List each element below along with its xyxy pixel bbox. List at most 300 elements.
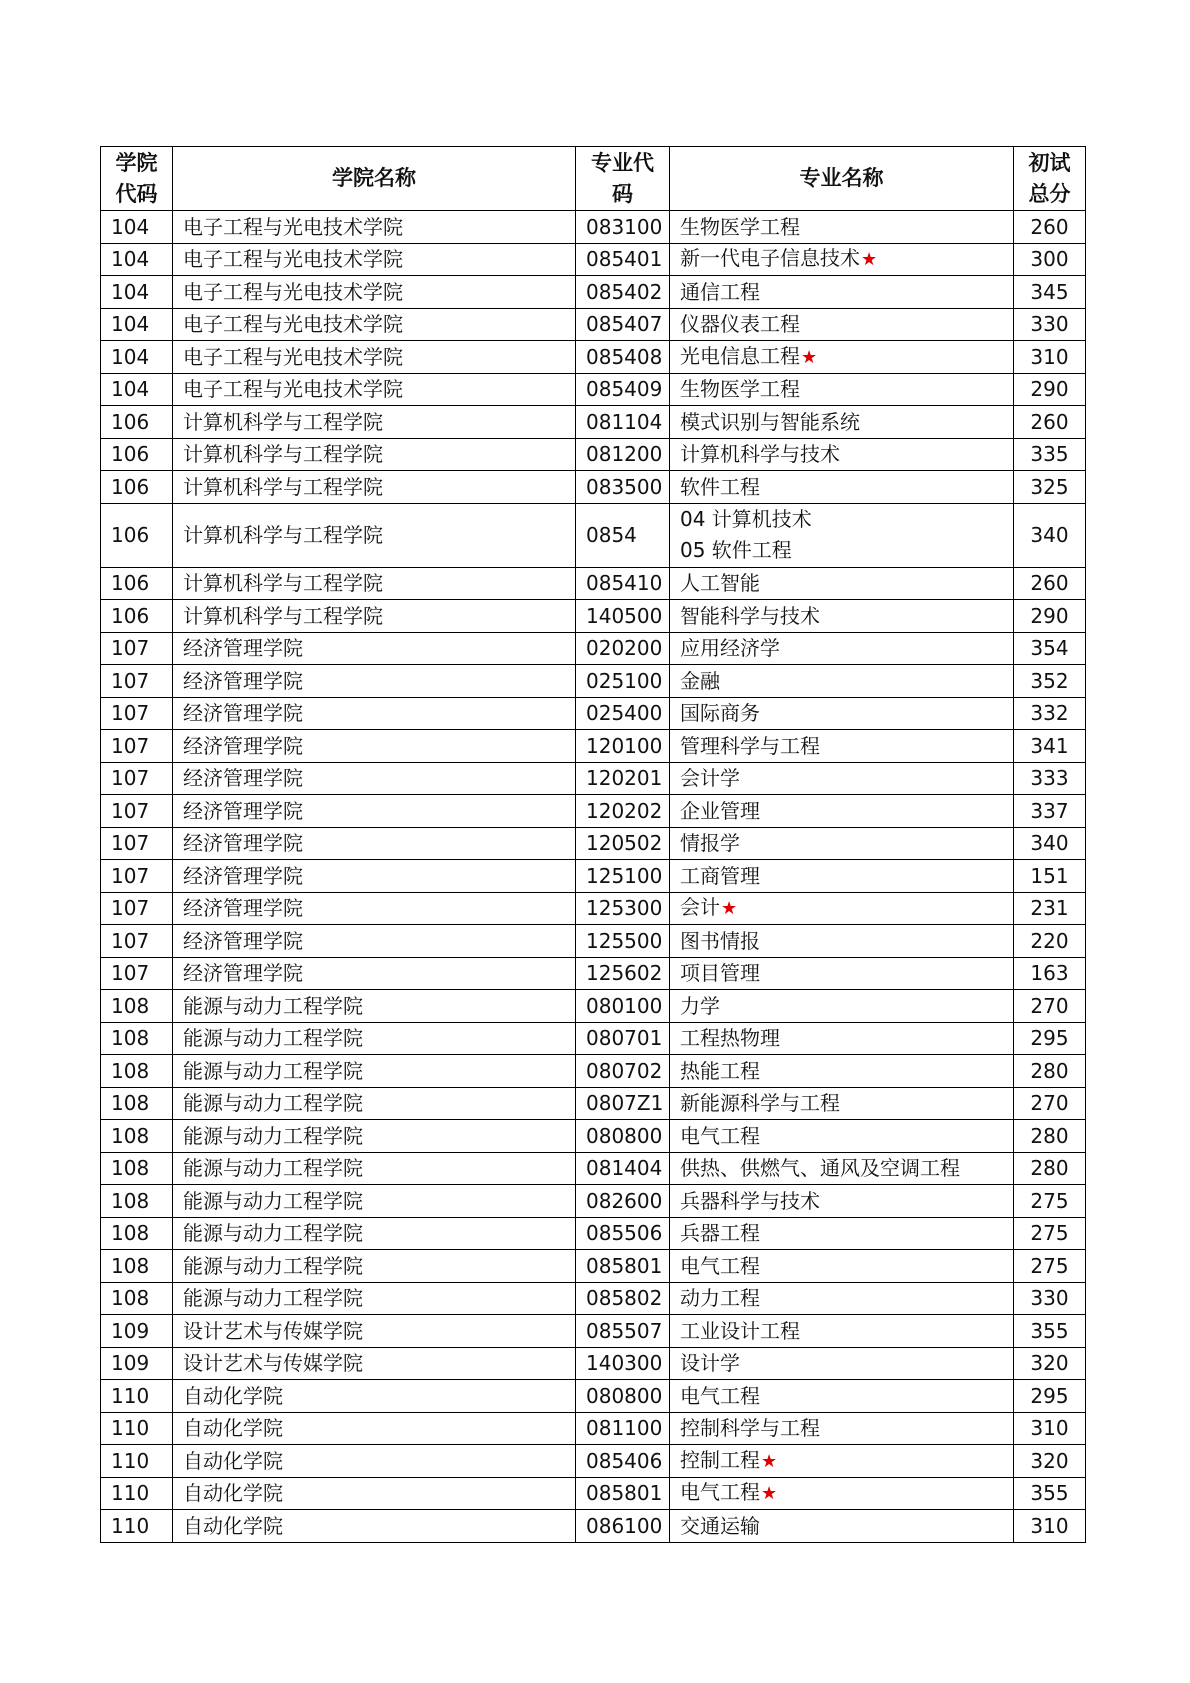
table-row bbox=[101, 1445, 1086, 1478]
major-name-cell bbox=[670, 243, 1014, 276]
college-name-cell: 能源与动力工程学院 bbox=[173, 1152, 576, 1185]
header-major-code-line1: 专业代 bbox=[591, 150, 654, 175]
table-row bbox=[101, 341, 1086, 374]
major-code-cell: 085401 bbox=[576, 243, 670, 276]
score-cell: 295 bbox=[1014, 1022, 1086, 1055]
table-row bbox=[101, 1510, 1086, 1543]
college-code-cell: 108 bbox=[101, 1055, 173, 1088]
college-name-cell: 能源与动力工程学院 bbox=[173, 1185, 576, 1218]
college-name-cell: 经济管理学院 bbox=[173, 795, 576, 828]
header-college-code bbox=[101, 147, 173, 211]
college-code-cell: 104 bbox=[101, 308, 173, 341]
major-name-text: 新能源科学与工程 bbox=[680, 1091, 840, 1116]
score-cell: 345 bbox=[1014, 276, 1086, 309]
major-code-cell: 0807Z1 bbox=[576, 1087, 670, 1120]
table-row bbox=[101, 1412, 1086, 1445]
table-row bbox=[101, 567, 1086, 600]
score-cell: 270 bbox=[1014, 990, 1086, 1023]
major-name-cell bbox=[670, 892, 1014, 925]
major-name-cell bbox=[670, 373, 1014, 406]
major-name-text: 动力工程 bbox=[680, 1286, 760, 1311]
major-code-cell: 085408 bbox=[576, 341, 670, 374]
college-code-cell: 110 bbox=[101, 1412, 173, 1445]
score-cell: 270 bbox=[1014, 1087, 1086, 1120]
major-name-cell bbox=[670, 1087, 1014, 1120]
college-code-cell: 110 bbox=[101, 1477, 173, 1510]
score-cell: 280 bbox=[1014, 1152, 1086, 1185]
major-name-cell bbox=[670, 471, 1014, 504]
star-icon: ★ bbox=[861, 249, 878, 271]
college-name-cell: 经济管理学院 bbox=[173, 957, 576, 990]
major-name-cell bbox=[670, 1477, 1014, 1510]
header-score-line2: 总分 bbox=[1028, 181, 1071, 206]
college-code-cell: 107 bbox=[101, 860, 173, 893]
college-code-cell: 110 bbox=[101, 1510, 173, 1543]
college-code-cell: 104 bbox=[101, 373, 173, 406]
major-name-text: 金融 bbox=[680, 668, 720, 693]
major-name-text: 模式识别与智能系统 bbox=[680, 409, 860, 434]
table-row bbox=[101, 827, 1086, 860]
major-name-cell bbox=[670, 957, 1014, 990]
major-name-text: 电气工程 bbox=[680, 1383, 760, 1408]
table-body bbox=[101, 211, 1086, 1543]
major-code-cell: 081200 bbox=[576, 438, 670, 471]
major-name-text: 电气工程 bbox=[680, 1253, 760, 1278]
major-code-cell: 120202 bbox=[576, 795, 670, 828]
major-code-cell: 120201 bbox=[576, 762, 670, 795]
major-code-cell: 083500 bbox=[576, 471, 670, 504]
college-code-cell: 106 bbox=[101, 406, 173, 439]
college-code-cell: 108 bbox=[101, 1120, 173, 1153]
college-code-cell: 108 bbox=[101, 1152, 173, 1185]
table-row bbox=[101, 957, 1086, 990]
major-code-cell: 080702 bbox=[576, 1055, 670, 1088]
college-code-cell: 107 bbox=[101, 665, 173, 698]
college-name-cell: 设计艺术与传媒学院 bbox=[173, 1315, 576, 1348]
major-name-cell bbox=[670, 697, 1014, 730]
table-header-row bbox=[101, 147, 1086, 211]
major-name-text: 人工智能 bbox=[680, 571, 760, 596]
score-cell: 332 bbox=[1014, 697, 1086, 730]
score-cell: 354 bbox=[1014, 632, 1086, 665]
major-name-cell bbox=[670, 860, 1014, 893]
score-cell: 275 bbox=[1014, 1250, 1086, 1283]
table-row bbox=[101, 211, 1086, 244]
table-row bbox=[101, 925, 1086, 958]
score-cell: 320 bbox=[1014, 1445, 1086, 1478]
table-row bbox=[101, 1347, 1086, 1380]
major-name-text: 计算机科学与技术 bbox=[680, 442, 840, 467]
college-name-cell: 电子工程与光电技术学院 bbox=[173, 243, 576, 276]
major-name-text: 工业设计工程 bbox=[680, 1318, 800, 1343]
star-icon: ★ bbox=[761, 1483, 778, 1505]
table-row bbox=[101, 1477, 1086, 1510]
major-code-cell: 140500 bbox=[576, 600, 670, 633]
college-code-cell: 107 bbox=[101, 762, 173, 795]
table-row bbox=[101, 1315, 1086, 1348]
college-name-cell: 能源与动力工程学院 bbox=[173, 1282, 576, 1315]
header-score bbox=[1014, 147, 1086, 211]
table-row bbox=[101, 795, 1086, 828]
score-cell: 341 bbox=[1014, 730, 1086, 763]
college-code-cell: 106 bbox=[101, 600, 173, 633]
college-name-cell: 电子工程与光电技术学院 bbox=[173, 341, 576, 374]
college-code-cell: 107 bbox=[101, 892, 173, 925]
score-cell: 310 bbox=[1014, 1510, 1086, 1543]
major-code-cell: 085506 bbox=[576, 1217, 670, 1250]
major-name-cell bbox=[670, 1152, 1014, 1185]
score-cell: 330 bbox=[1014, 1282, 1086, 1315]
header-major-name: 专业名称 bbox=[670, 147, 1014, 211]
major-code-cell: 125300 bbox=[576, 892, 670, 925]
major-name-text: 交通运输 bbox=[680, 1513, 760, 1538]
major-code-cell: 025400 bbox=[576, 697, 670, 730]
major-name-text: 应用经济学 bbox=[680, 636, 780, 661]
college-name-cell: 电子工程与光电技术学院 bbox=[173, 276, 576, 309]
major-name-text: 新一代电子信息技术 bbox=[680, 246, 860, 271]
table-row bbox=[101, 1022, 1086, 1055]
major-code-cell: 020200 bbox=[576, 632, 670, 665]
college-code-cell: 108 bbox=[101, 1087, 173, 1120]
major-name-cell bbox=[670, 567, 1014, 600]
college-code-cell: 107 bbox=[101, 957, 173, 990]
table-row bbox=[101, 1282, 1086, 1315]
major-code-cell: 085409 bbox=[576, 373, 670, 406]
score-cell: 290 bbox=[1014, 373, 1086, 406]
score-cell: 325 bbox=[1014, 471, 1086, 504]
college-name-cell: 经济管理学院 bbox=[173, 925, 576, 958]
major-name-cell bbox=[670, 795, 1014, 828]
college-name-cell: 计算机科学与工程学院 bbox=[173, 567, 576, 600]
major-name-text: 电气工程 bbox=[680, 1480, 760, 1505]
major-name-cell bbox=[670, 1347, 1014, 1380]
table-row bbox=[101, 990, 1086, 1023]
major-name-text: 管理科学与工程 bbox=[680, 733, 820, 758]
major-name-line: 05 软件工程 bbox=[680, 538, 792, 562]
major-name-text: 生物医学工程 bbox=[680, 377, 800, 402]
college-code-cell: 110 bbox=[101, 1380, 173, 1413]
admission-score-table bbox=[100, 146, 1086, 1543]
table-row bbox=[101, 471, 1086, 504]
major-name-cell bbox=[670, 925, 1014, 958]
major-code-cell: 081104 bbox=[576, 406, 670, 439]
score-cell: 275 bbox=[1014, 1217, 1086, 1250]
major-code-cell: 085802 bbox=[576, 1282, 670, 1315]
table-row bbox=[101, 665, 1086, 698]
major-name-text: 情报学 bbox=[680, 831, 740, 856]
major-code-cell: 085801 bbox=[576, 1477, 670, 1510]
table-row bbox=[101, 1250, 1086, 1283]
major-name-text: 热能工程 bbox=[680, 1058, 760, 1083]
major-code-cell: 125602 bbox=[576, 957, 670, 990]
table-row bbox=[101, 243, 1086, 276]
table-row bbox=[101, 1087, 1086, 1120]
major-name-cell bbox=[670, 1380, 1014, 1413]
score-cell: 335 bbox=[1014, 438, 1086, 471]
college-code-cell: 107 bbox=[101, 795, 173, 828]
table-row bbox=[101, 1120, 1086, 1153]
score-cell: 340 bbox=[1014, 827, 1086, 860]
major-name-text: 通信工程 bbox=[680, 279, 760, 304]
major-name-text: 图书情报 bbox=[680, 928, 760, 953]
major-code-cell: 085507 bbox=[576, 1315, 670, 1348]
major-name-line: 04 计算机技术 bbox=[680, 507, 812, 531]
major-code-cell: 081404 bbox=[576, 1152, 670, 1185]
college-name-cell: 经济管理学院 bbox=[173, 697, 576, 730]
score-cell: 340 bbox=[1014, 503, 1086, 567]
table-row bbox=[101, 406, 1086, 439]
header-score-line1: 初试 bbox=[1028, 150, 1071, 175]
major-name-cell bbox=[670, 1315, 1014, 1348]
college-code-cell: 108 bbox=[101, 990, 173, 1023]
college-name-cell: 能源与动力工程学院 bbox=[173, 1250, 576, 1283]
college-name-cell: 能源与动力工程学院 bbox=[173, 1217, 576, 1250]
college-code-cell: 108 bbox=[101, 1185, 173, 1218]
major-name-cell bbox=[670, 1250, 1014, 1283]
score-cell: 275 bbox=[1014, 1185, 1086, 1218]
major-name-text: 企业管理 bbox=[680, 798, 760, 823]
score-cell: 151 bbox=[1014, 860, 1086, 893]
table-row bbox=[101, 1185, 1086, 1218]
score-cell: 260 bbox=[1014, 406, 1086, 439]
table-row bbox=[101, 600, 1086, 633]
score-cell: 231 bbox=[1014, 892, 1086, 925]
major-name-text: 国际商务 bbox=[680, 701, 760, 726]
college-name-cell: 计算机科学与工程学院 bbox=[173, 438, 576, 471]
college-name-cell: 经济管理学院 bbox=[173, 665, 576, 698]
header-major-code bbox=[576, 147, 670, 211]
star-icon: ★ bbox=[721, 898, 738, 920]
college-name-cell: 计算机科学与工程学院 bbox=[173, 406, 576, 439]
major-name-text: 控制科学与工程 bbox=[680, 1416, 820, 1441]
table-row bbox=[101, 503, 1086, 567]
college-name-cell: 计算机科学与工程学院 bbox=[173, 503, 576, 567]
score-cell: 330 bbox=[1014, 308, 1086, 341]
major-code-cell: 085801 bbox=[576, 1250, 670, 1283]
major-name-cell bbox=[670, 1445, 1014, 1478]
major-name-cell bbox=[670, 632, 1014, 665]
score-cell: 300 bbox=[1014, 243, 1086, 276]
score-cell: 163 bbox=[1014, 957, 1086, 990]
college-code-cell: 106 bbox=[101, 503, 173, 567]
college-name-cell: 经济管理学院 bbox=[173, 827, 576, 860]
major-code-cell: 080800 bbox=[576, 1120, 670, 1153]
major-code-cell: 080800 bbox=[576, 1380, 670, 1413]
major-code-cell: 120502 bbox=[576, 827, 670, 860]
college-name-cell: 能源与动力工程学院 bbox=[173, 1022, 576, 1055]
major-name-text: 会计学 bbox=[680, 766, 740, 791]
college-code-cell: 108 bbox=[101, 1250, 173, 1283]
major-name-text: 光电信息工程 bbox=[680, 343, 800, 368]
major-code-cell: 085407 bbox=[576, 308, 670, 341]
major-name-cell bbox=[670, 1412, 1014, 1445]
score-cell: 333 bbox=[1014, 762, 1086, 795]
table-row bbox=[101, 373, 1086, 406]
table-row bbox=[101, 276, 1086, 309]
college-name-cell: 电子工程与光电技术学院 bbox=[173, 373, 576, 406]
major-name-text: 兵器科学与技术 bbox=[680, 1188, 820, 1213]
major-name-text: 设计学 bbox=[680, 1351, 740, 1376]
score-cell: 310 bbox=[1014, 1412, 1086, 1445]
table-row bbox=[101, 1152, 1086, 1185]
major-name-cell bbox=[670, 665, 1014, 698]
table-row bbox=[101, 1055, 1086, 1088]
college-name-cell: 经济管理学院 bbox=[173, 762, 576, 795]
major-code-cell: 086100 bbox=[576, 1510, 670, 1543]
college-code-cell: 110 bbox=[101, 1445, 173, 1478]
major-name-cell bbox=[670, 827, 1014, 860]
college-code-cell: 108 bbox=[101, 1022, 173, 1055]
major-name-cell bbox=[670, 1510, 1014, 1543]
major-code-cell: 120100 bbox=[576, 730, 670, 763]
header-college-name: 学院名称 bbox=[173, 147, 576, 211]
major-name-cell bbox=[670, 406, 1014, 439]
college-code-cell: 104 bbox=[101, 211, 173, 244]
score-cell: 220 bbox=[1014, 925, 1086, 958]
college-name-cell: 设计艺术与传媒学院 bbox=[173, 1347, 576, 1380]
major-code-cell: 085402 bbox=[576, 276, 670, 309]
college-code-cell: 107 bbox=[101, 925, 173, 958]
college-code-cell: 106 bbox=[101, 438, 173, 471]
score-cell: 260 bbox=[1014, 567, 1086, 600]
major-name-cell bbox=[670, 1055, 1014, 1088]
major-name-cell bbox=[670, 503, 1014, 567]
college-name-cell: 能源与动力工程学院 bbox=[173, 1120, 576, 1153]
major-code-cell: 0854 bbox=[576, 503, 670, 567]
major-code-cell: 085410 bbox=[576, 567, 670, 600]
major-name-text: 生物医学工程 bbox=[680, 214, 800, 239]
score-cell: 290 bbox=[1014, 600, 1086, 633]
score-cell: 352 bbox=[1014, 665, 1086, 698]
college-name-cell: 自动化学院 bbox=[173, 1445, 576, 1478]
college-name-cell: 经济管理学院 bbox=[173, 632, 576, 665]
score-cell: 355 bbox=[1014, 1315, 1086, 1348]
table-row bbox=[101, 860, 1086, 893]
college-code-cell: 107 bbox=[101, 697, 173, 730]
major-code-cell: 125100 bbox=[576, 860, 670, 893]
major-name-cell bbox=[670, 1282, 1014, 1315]
major-code-cell: 140300 bbox=[576, 1347, 670, 1380]
major-name-cell bbox=[670, 276, 1014, 309]
major-code-cell: 081100 bbox=[576, 1412, 670, 1445]
major-name-text: 仪器仪表工程 bbox=[680, 312, 800, 337]
major-name-cell bbox=[670, 762, 1014, 795]
major-name-text: 智能科学与技术 bbox=[680, 603, 820, 628]
college-name-cell: 经济管理学院 bbox=[173, 860, 576, 893]
college-code-cell: 106 bbox=[101, 567, 173, 600]
header-college-code-line1: 学院 bbox=[115, 150, 158, 175]
college-code-cell: 109 bbox=[101, 1347, 173, 1380]
score-cell: 320 bbox=[1014, 1347, 1086, 1380]
college-code-cell: 104 bbox=[101, 243, 173, 276]
table-row bbox=[101, 1217, 1086, 1250]
college-code-cell: 107 bbox=[101, 730, 173, 763]
college-name-cell: 计算机科学与工程学院 bbox=[173, 600, 576, 633]
header-major-code-line2: 码 bbox=[612, 181, 633, 206]
college-name-cell: 能源与动力工程学院 bbox=[173, 990, 576, 1023]
college-code-cell: 108 bbox=[101, 1217, 173, 1250]
major-name-cell bbox=[670, 341, 1014, 374]
major-name-text: 工商管理 bbox=[680, 863, 760, 888]
table-row bbox=[101, 308, 1086, 341]
major-name-text: 项目管理 bbox=[680, 961, 760, 986]
table-row bbox=[101, 632, 1086, 665]
college-name-cell: 自动化学院 bbox=[173, 1477, 576, 1510]
college-code-cell: 109 bbox=[101, 1315, 173, 1348]
college-code-cell: 104 bbox=[101, 276, 173, 309]
star-icon: ★ bbox=[761, 1450, 778, 1472]
header-college-code-line2: 代码 bbox=[115, 181, 158, 206]
table-row bbox=[101, 1380, 1086, 1413]
table-row bbox=[101, 697, 1086, 730]
table-row bbox=[101, 892, 1086, 925]
major-name-text: 兵器工程 bbox=[680, 1221, 760, 1246]
college-code-cell: 107 bbox=[101, 827, 173, 860]
college-name-cell: 经济管理学院 bbox=[173, 730, 576, 763]
college-name-cell: 自动化学院 bbox=[173, 1380, 576, 1413]
major-name-cell bbox=[670, 1022, 1014, 1055]
major-name-cell bbox=[670, 1217, 1014, 1250]
score-cell: 355 bbox=[1014, 1477, 1086, 1510]
major-code-cell: 025100 bbox=[576, 665, 670, 698]
score-cell: 260 bbox=[1014, 211, 1086, 244]
major-name-text: 会计 bbox=[680, 895, 720, 920]
college-name-cell: 自动化学院 bbox=[173, 1412, 576, 1445]
major-name-cell bbox=[670, 308, 1014, 341]
major-code-cell: 083100 bbox=[576, 211, 670, 244]
major-name-cell bbox=[670, 1120, 1014, 1153]
college-code-cell: 106 bbox=[101, 471, 173, 504]
table-row bbox=[101, 730, 1086, 763]
major-name-text: 力学 bbox=[680, 993, 720, 1018]
major-code-cell: 082600 bbox=[576, 1185, 670, 1218]
major-name-text: 供热、供燃气、通风及空调工程 bbox=[680, 1156, 960, 1181]
table-row bbox=[101, 438, 1086, 471]
score-cell: 337 bbox=[1014, 795, 1086, 828]
major-code-cell: 085406 bbox=[576, 1445, 670, 1478]
star-icon: ★ bbox=[801, 346, 818, 368]
score-cell: 295 bbox=[1014, 1380, 1086, 1413]
college-name-cell: 能源与动力工程学院 bbox=[173, 1055, 576, 1088]
major-name-text: 软件工程 bbox=[680, 474, 760, 499]
major-name-cell bbox=[670, 211, 1014, 244]
college-name-cell: 能源与动力工程学院 bbox=[173, 1087, 576, 1120]
score-cell: 280 bbox=[1014, 1120, 1086, 1153]
major-name-cell bbox=[670, 990, 1014, 1023]
major-name-cell bbox=[670, 730, 1014, 763]
college-name-cell: 经济管理学院 bbox=[173, 892, 576, 925]
score-cell: 310 bbox=[1014, 341, 1086, 374]
major-name-text: 控制工程 bbox=[680, 1447, 760, 1472]
major-code-cell: 080100 bbox=[576, 990, 670, 1023]
college-name-cell: 电子工程与光电技术学院 bbox=[173, 308, 576, 341]
table-row bbox=[101, 762, 1086, 795]
college-code-cell: 108 bbox=[101, 1282, 173, 1315]
major-code-cell: 080701 bbox=[576, 1022, 670, 1055]
college-name-cell: 自动化学院 bbox=[173, 1510, 576, 1543]
major-name-cell bbox=[670, 438, 1014, 471]
college-code-cell: 107 bbox=[101, 632, 173, 665]
major-name-text: 工程热物理 bbox=[680, 1026, 780, 1051]
score-cell: 280 bbox=[1014, 1055, 1086, 1088]
college-name-cell: 计算机科学与工程学院 bbox=[173, 471, 576, 504]
major-name-text: 电气工程 bbox=[680, 1123, 760, 1148]
major-name-cell bbox=[670, 600, 1014, 633]
college-code-cell: 104 bbox=[101, 341, 173, 374]
major-name-cell bbox=[670, 1185, 1014, 1218]
college-name-cell: 电子工程与光电技术学院 bbox=[173, 211, 576, 244]
major-code-cell: 125500 bbox=[576, 925, 670, 958]
